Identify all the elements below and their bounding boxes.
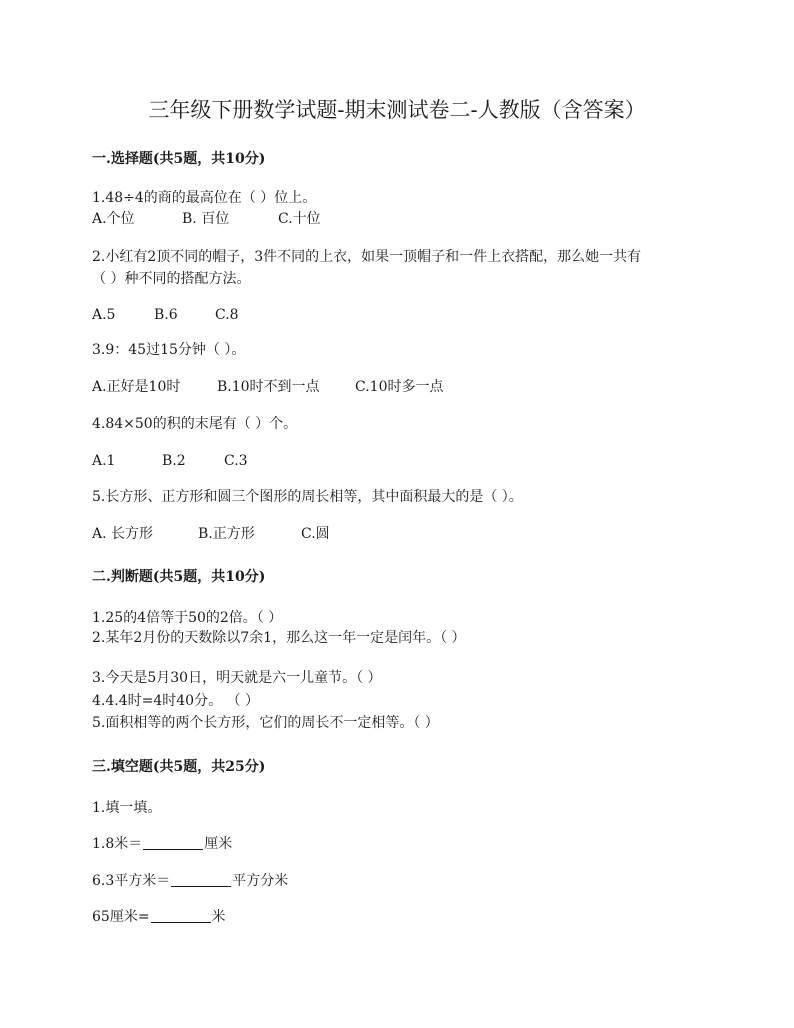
answer-blank[interactable] <box>171 872 231 887</box>
question-options <box>92 306 239 324</box>
option: B.6 <box>154 307 178 323</box>
question-options <box>92 525 330 543</box>
fill-intro: 1.填一填。 <box>92 800 162 816</box>
option: C.圆 <box>301 526 330 542</box>
option: A.个位 <box>92 211 135 227</box>
option: C.10时多一点 <box>355 379 444 395</box>
page-title: 三年级下册数学试题-期末测试卷二-人教版（含答案） <box>148 98 646 122</box>
question-stem: 2.小红有2顶不同的帽子，3件不同的上衣，如果一顶帽子和一件上衣搭配，那么她一共有 <box>92 249 642 265</box>
fill-item <box>92 835 232 853</box>
question-stem: （ ）种不同的搭配方法。 <box>92 271 251 287</box>
fill-item-label: 6.3平方米＝ <box>92 873 171 889</box>
judge-item: 3.今天是5月30日，明天就是六一儿童节。（ ） <box>92 670 382 686</box>
answer-blank[interactable] <box>151 908 211 923</box>
question-options <box>92 378 443 396</box>
option: B.正方形 <box>198 526 255 542</box>
section-heading-judge: 二.判断题(共5题，共10分) <box>92 569 266 585</box>
option: C.十位 <box>278 211 321 227</box>
question-options <box>92 210 321 228</box>
option: B. 百位 <box>182 211 230 227</box>
question-stem: 3.9：45过15分钟（ ）。 <box>92 342 246 358</box>
question-stem: 5.长方形、正方形和圆三个图形的周长相等，其中面积最大的是（ ）。 <box>92 489 523 505</box>
option: A.正好是10时 <box>92 379 181 395</box>
option: B.10时不到一点 <box>217 379 320 395</box>
fill-item-unit: 平方分米 <box>232 873 289 889</box>
fill-item <box>92 872 288 890</box>
option: A. 长方形 <box>92 526 154 542</box>
answer-blank[interactable] <box>143 835 203 850</box>
section-heading-choice: 一.选择题(共5题，共10分) <box>92 151 266 167</box>
fill-item-unit: 厘米 <box>204 836 233 852</box>
question-options <box>92 452 248 470</box>
option: C.3 <box>224 453 248 469</box>
question-stem: 1.48÷4的商的最高位在（ ）位上。 <box>92 190 317 206</box>
option: A.1 <box>92 453 116 469</box>
judge-item: 5.面积相等的两个长方形，它们的周长不一定相等。（ ） <box>92 715 439 731</box>
fill-item-label: 1.8米＝ <box>92 836 143 852</box>
option: B.2 <box>162 453 186 469</box>
option: C.8 <box>215 307 239 323</box>
fill-item-unit: 米 <box>211 909 226 925</box>
fill-item <box>92 908 226 926</box>
judge-item: 1.25的4倍等于50的2倍。（ ） <box>92 610 283 626</box>
option: A.5 <box>92 307 116 323</box>
fill-item-label: 65厘米= <box>92 909 150 925</box>
judge-item: 4.4.4时=4时40分。 （ ） <box>92 693 259 709</box>
judge-item: 2.某年2月份的天数除以7余1，那么这一年一定是闰年。（ ） <box>92 630 466 646</box>
question-stem: 4.84×50的积的末尾有（ ）个。 <box>92 416 298 432</box>
section-heading-fill: 三.填空题(共5题，共25分) <box>92 759 266 775</box>
